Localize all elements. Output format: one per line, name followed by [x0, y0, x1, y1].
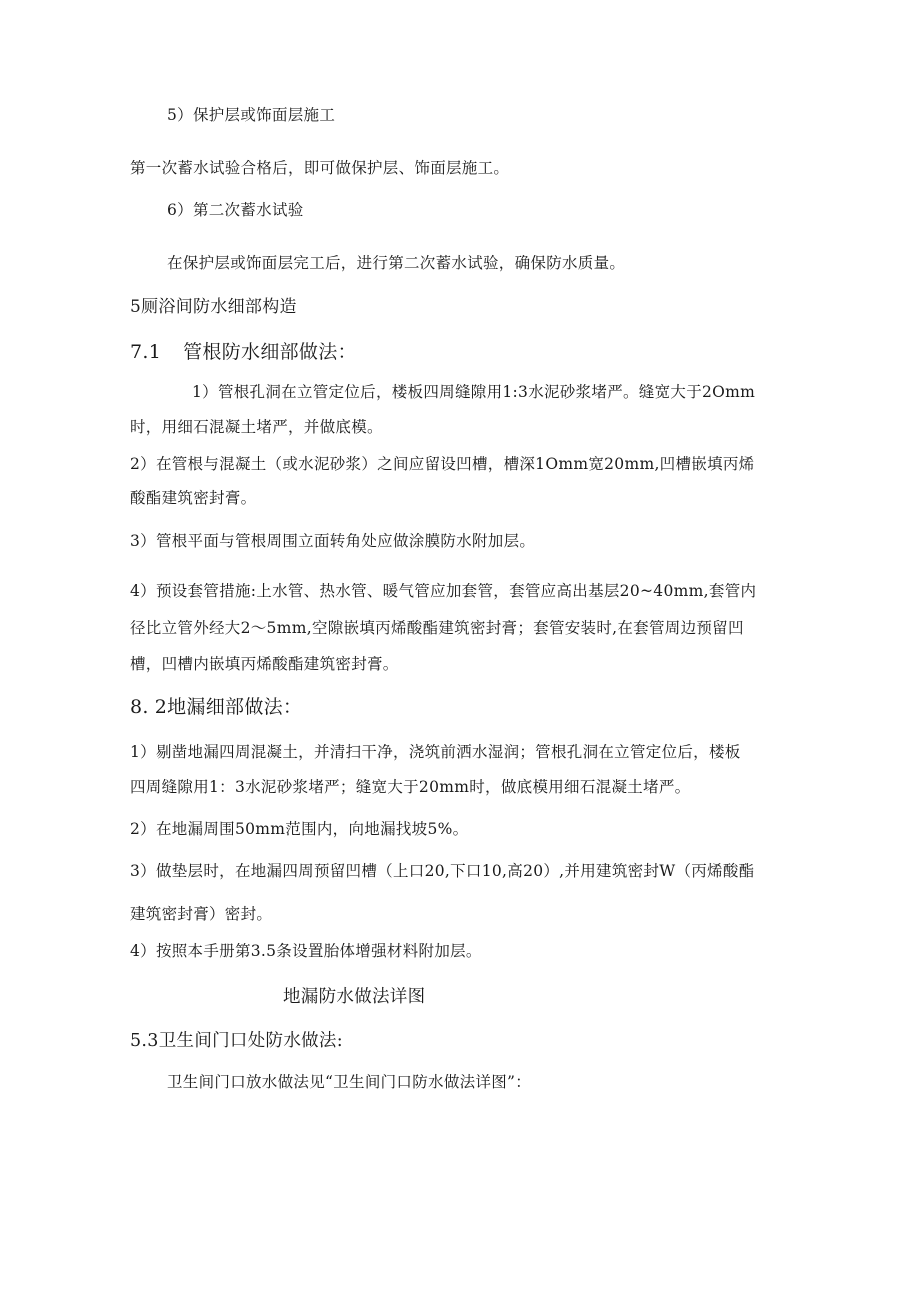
- subsection-title: 管根防水细部做法：: [183, 341, 357, 363]
- section-heading: 5厕浴间防水细部构造: [130, 297, 297, 317]
- paragraph-continued: 径比立管外经大2～5mm,空隙嵌填丙烯酸酯建筑密封膏；套管安装时,在套管周边预留凹: [130, 619, 744, 637]
- paragraph: 4）预设套管措施:上水管、热水管、暖气管应加套管，套管应高出基层20~40mm,套管内: [130, 582, 757, 600]
- paragraph: 第一次蓄水试验合格后，即可做保护层、饰面层施工。: [130, 159, 510, 177]
- subsection-heading-door: 5.3卫生间门口处防水做法:: [130, 1031, 343, 1051]
- step-6-heading: 6）第二次蓄水试验: [167, 201, 304, 219]
- paragraph-continued: 四周缝隙用1：3水泥砂浆堵严；缝宽大于20mm时，做底模用细石混凝土堵严。: [130, 778, 691, 796]
- paragraph: 3）做垫层时，在地漏四周预留凹槽（上口20,下口10,高20）,并用建筑密封W（丙烯酸酯: [130, 862, 755, 880]
- subsection-heading-drain: [130, 696, 302, 718]
- paragraph: 2）在管根与混凝土（或水泥砂浆）之间应留设凹槽，槽深1Omm宽20mm,凹槽嵌填丙烯: [130, 455, 755, 473]
- subsection-number: 7.1: [130, 341, 162, 363]
- step-5-heading: 5）保护层或饰面层施工: [167, 106, 336, 124]
- paragraph: 4）按照本手册第3.5条设置胎体增强材料附加层。: [130, 942, 482, 960]
- paragraph: 1）管根孔洞在立管定位后，楼板四周缝隙用1:3水泥砂浆堵严。缝宽大于2Omm: [192, 383, 756, 401]
- paragraph: 卫生间门口放水做法见“卫生间门口防水做法详图”：: [167, 1073, 532, 1091]
- paragraph-continued: 时，用细石混凝土堵严，并做底模。: [130, 418, 383, 436]
- paragraph: 2）在地漏周围50mm范围内，向地漏找坡5%。: [130, 820, 469, 838]
- subsection-number: 8.: [130, 696, 149, 718]
- paragraph-continued: 建筑密封膏）密封。: [130, 905, 273, 923]
- subsection-heading-pipe: [130, 341, 357, 363]
- paragraph: 在保护层或饰面层完工后，进行第二次蓄水试验，确保防水质量。: [167, 254, 626, 272]
- paragraph: 3）管根平面与管根周围立面转角处应做涂膜防水附加层。: [130, 532, 536, 550]
- paragraph: 1）剔凿地漏四周混凝土，并清扫干净，浇筑前洒水湿润；管根孔洞在立管定位后，楼板: [130, 743, 741, 761]
- subsection-title: 2地漏细部做法：: [154, 696, 303, 718]
- paragraph-continued: 酸酯建筑密封膏。: [130, 489, 257, 507]
- paragraph-continued: 槽，凹槽内嵌填丙烯酸酯建筑密封膏。: [130, 655, 399, 673]
- figure-title: 地漏防水做法详图: [283, 987, 426, 1007]
